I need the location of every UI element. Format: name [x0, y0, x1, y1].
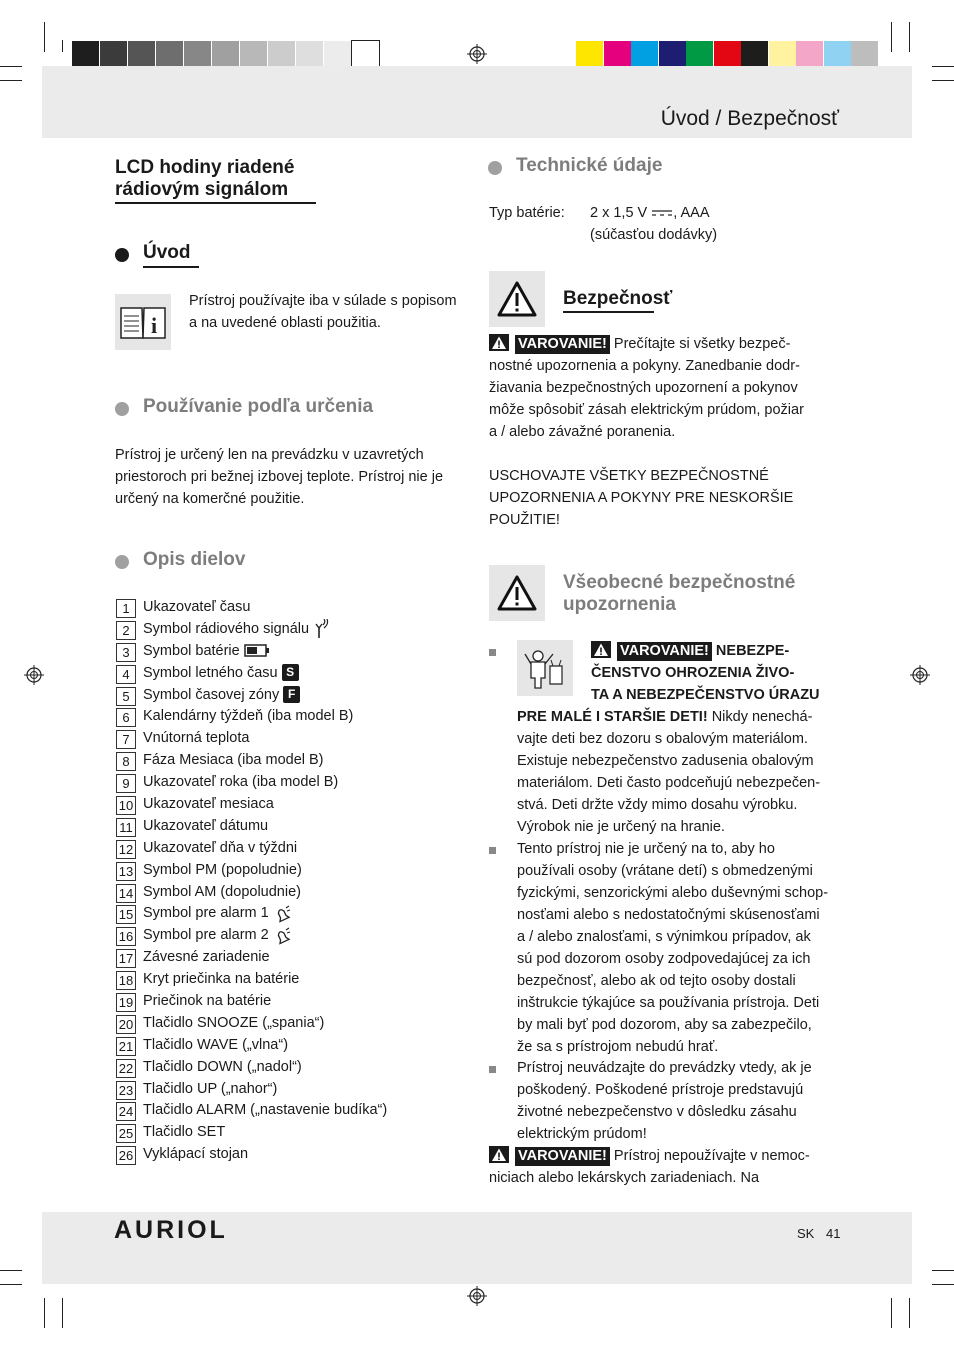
- part-label: Tlačidlo WAVE („vlna“): [143, 1036, 289, 1053]
- part-number: 24: [116, 1102, 136, 1121]
- part-label: Tlačidlo SNOOZE („spania“): [143, 1014, 325, 1031]
- time-zone-f-icon: F: [283, 686, 300, 703]
- keep-instructions-text: [489, 465, 793, 531]
- dc-current-icon: [651, 209, 673, 217]
- grey-swatch: [100, 41, 127, 69]
- text-line: materiálom. Deti často podceňujú nebezpečen-: [517, 775, 821, 791]
- footer-page-number: 41: [826, 1226, 841, 1241]
- text-line: Prístroj neuvádzajte do prevádzky vtedy, ak je: [517, 1060, 812, 1076]
- uvod-info-text: [189, 290, 457, 334]
- part-label: Tlačidlo DOWN („nadol“): [143, 1058, 302, 1075]
- part-label: Ukazovateľ mesiaca: [143, 796, 274, 813]
- text-line: vajte deti bez dozoru s obalovým materiálom.: [517, 731, 808, 747]
- warning-triangle-icon: [591, 641, 611, 658]
- text-line: Existuje nebezpečenstvo zadusenia obalovým: [517, 753, 814, 769]
- part-label: Ukazovateľ dátumu: [143, 817, 269, 834]
- battery-type-value: [590, 202, 717, 246]
- crop-mark: [0, 1284, 22, 1285]
- color-swatch: [851, 41, 878, 69]
- section-bullet: [115, 248, 129, 262]
- section-heading-pouzivanie: Používanie podľa určenia: [143, 396, 374, 417]
- part-number: 1: [116, 599, 136, 618]
- text-line: sú pod dozorom osoby zodpovedajúcej za ich: [517, 951, 811, 967]
- info-book-icon: [115, 294, 171, 350]
- part-number: 18: [116, 971, 136, 990]
- part-label: Vnútorná teplota: [143, 730, 250, 747]
- text-line: elektrickým prúdom!: [517, 1126, 647, 1142]
- section-heading-technicke: Technické údaje: [516, 155, 663, 176]
- crop-mark: [932, 1284, 954, 1285]
- text-line: poškodený. Poškodené prístroje predstavujú: [517, 1082, 804, 1098]
- section-heading-uvod: Úvod: [143, 242, 191, 263]
- text-line: Tento prístroj nie je určený na to, aby ho: [517, 841, 775, 857]
- bezpecnost-warning-text: [489, 333, 804, 443]
- part-number: 13: [116, 862, 136, 881]
- part-label: Symbol AM (dopoludnie): [143, 883, 301, 900]
- warning-label: VAROVANIE!: [617, 642, 712, 661]
- text-line: 2 x 1,5 V: [590, 205, 648, 221]
- part-label: Symbol letného času S: [143, 663, 299, 685]
- crop-mark: [44, 1298, 45, 1328]
- text-line: a na uvedené oblasti použitia.: [189, 315, 381, 331]
- svg-text:i: i: [150, 313, 158, 338]
- grey-swatch: [184, 41, 211, 69]
- summer-time-s-icon: S: [282, 664, 299, 681]
- part-number: 11: [116, 818, 136, 837]
- text-line: bezpečnosť, alebo ak od tejto osoby dostali: [517, 973, 796, 989]
- color-swatch: [659, 41, 686, 69]
- registration-mark-icon: [910, 665, 930, 685]
- crop-mark: [44, 22, 45, 52]
- crop-mark: [0, 1270, 22, 1271]
- text-line: USCHOVAJTE VŠETKY BEZPEČNOSTNÉ: [489, 468, 769, 484]
- pouzivanie-text: [115, 444, 443, 510]
- part-number: 4: [116, 665, 136, 684]
- footer-language: SK: [797, 1226, 815, 1241]
- grey-swatch: [240, 41, 267, 69]
- text-line: (súčasťou dodávky): [590, 227, 718, 243]
- list-bullet: [489, 1066, 496, 1073]
- grey-swatch: [324, 41, 351, 69]
- part-number: 14: [116, 884, 136, 903]
- text-line: stvá. Deti držte vždy mimo dosahu výrobku.: [517, 797, 798, 813]
- grey-swatch: [212, 41, 239, 69]
- part-label: Symbol rádiového signálu: [143, 619, 331, 641]
- color-swatch: [686, 41, 713, 69]
- document-title-line: rádiovým signálom: [115, 179, 289, 200]
- warning-label: VAROVANIE!: [515, 1147, 610, 1166]
- color-swatch: [576, 41, 603, 69]
- text-line: a / alebo závažné poranenia.: [489, 424, 676, 440]
- crop-mark: [932, 1270, 954, 1271]
- part-label: Ukazovateľ času: [143, 599, 251, 615]
- warning-triangle-icon: [489, 1146, 509, 1163]
- warning-label: VAROVANIE!: [515, 335, 610, 354]
- text-line: TA A NEBEZPEČENSTVO ÚRAZU: [591, 687, 820, 703]
- crop-mark: [0, 66, 22, 67]
- heading-line: Všeobecné bezpečnostné: [563, 572, 796, 593]
- section-heading-bezpecnost: Bezpečnosť: [563, 288, 673, 309]
- text-line: NEBEZPE-: [715, 643, 790, 659]
- part-number: 12: [116, 840, 136, 859]
- alarm-bell-icon: [273, 927, 291, 945]
- heading-underline: [563, 311, 654, 313]
- crop-mark: [932, 80, 954, 81]
- grey-swatch: [352, 41, 379, 69]
- part-number: 6: [116, 708, 136, 727]
- text-line: nostné upozornenia a pokyny. Zanedbanie dodr-: [489, 358, 800, 374]
- damaged-device-text: [517, 1057, 812, 1145]
- registration-mark-icon: [24, 665, 44, 685]
- part-number: 10: [116, 796, 136, 815]
- part-number: 17: [116, 949, 136, 968]
- child-warning-heading: [591, 640, 820, 706]
- crop-mark: [891, 22, 892, 52]
- registration-mark-icon: [467, 1286, 487, 1306]
- text-line: by mali byť pod dozorom, aby sa zabezpečilo,: [517, 1017, 812, 1033]
- text-line: , AAA: [673, 205, 710, 221]
- color-swatch: [714, 41, 741, 69]
- text-line: že sa s prístrojom nebudú hrať.: [517, 1039, 719, 1055]
- text-line: inštrukcie týkajúce sa používania prístroja. Deti: [517, 995, 820, 1011]
- color-swatch: [769, 41, 796, 69]
- section-bullet: [488, 161, 502, 175]
- part-number: 23: [116, 1081, 136, 1100]
- persons-warning-text: [517, 838, 828, 1058]
- radio-signal-icon: [313, 619, 331, 639]
- text-line: nosťami alebo s nedostatočnými skúsenosťami: [517, 907, 820, 923]
- text-line: POUŽITIE!: [489, 512, 560, 528]
- part-label: Závesné zariadenie: [143, 949, 270, 966]
- text-line: Prečítajte si všetky bezpeč-: [613, 336, 791, 352]
- part-label: Ukazovateľ dňa v týždni: [143, 839, 298, 856]
- part-label: Tlačidlo ALARM („nastavenie budíka“): [143, 1102, 388, 1119]
- part-label: Tlačidlo SET: [143, 1124, 226, 1141]
- text-line: a / alebo znalosťami, s výnimkou prípadov, ak: [517, 929, 811, 945]
- part-label: Symbol PM (popoludnie): [143, 861, 302, 878]
- page-header-title: Úvod / Bezpečnosť: [660, 107, 839, 130]
- text-line: priestoroch pri bežnej izbovej teplote. Prístroj nie je: [115, 469, 444, 485]
- text-line: Výrobok nie je určený na hranie.: [517, 819, 725, 835]
- registration-mark-icon: [467, 44, 487, 64]
- part-number: 26: [116, 1146, 136, 1165]
- text-line: ČENSTVO OHROZENIA ŽIVO-: [591, 665, 795, 681]
- crop-mark: [62, 40, 63, 52]
- child-warning-text: [517, 706, 820, 838]
- text-line: PRE MALÉ I STARŠIE DETI!: [517, 709, 708, 725]
- section-heading-opis: Opis dielov: [143, 549, 246, 570]
- list-bullet: [489, 649, 496, 656]
- crop-mark: [62, 1298, 63, 1328]
- section-bullet: [115, 555, 129, 569]
- color-swatch: [604, 41, 631, 69]
- grey-swatch: [128, 41, 155, 69]
- part-number: 16: [116, 927, 136, 946]
- color-swatch: [824, 41, 851, 69]
- part-number: 15: [116, 905, 136, 924]
- color-swatch: [631, 41, 658, 69]
- heading-line: upozornenia: [563, 594, 676, 615]
- section-bullet: [115, 402, 129, 416]
- part-number: 8: [116, 752, 136, 771]
- text-line: niciach alebo lekárskych zariadeniach. Na: [489, 1170, 760, 1186]
- grey-swatch: [72, 41, 99, 69]
- part-label: Symbol časovej zóny F: [143, 685, 300, 707]
- warning-triangle-icon: [489, 334, 509, 351]
- text-line: fyzickými, senzorickými alebo duševnými schop-: [517, 885, 829, 901]
- part-label: Ukazovateľ roka (iba model B): [143, 774, 339, 791]
- crop-mark: [909, 1298, 910, 1328]
- text-line: UPOZORNENIA A POKYNY PRE NESKORŠIE: [489, 490, 794, 506]
- child-safety-icon: [517, 640, 573, 696]
- crop-mark: [932, 66, 954, 67]
- battery-type-label: Typ batérie:: [489, 205, 565, 221]
- warning-triangle-icon: [489, 565, 545, 621]
- part-number: 22: [116, 1059, 136, 1078]
- grey-swatch: [296, 41, 323, 69]
- battery-icon: [244, 644, 270, 657]
- hospital-warning-text: [489, 1145, 810, 1189]
- part-label: Kalendárny týždeň (iba model B): [143, 708, 354, 725]
- list-bullet: [489, 847, 496, 854]
- text-line: používali osoby (vrátane detí) s obmedzenými: [517, 863, 813, 879]
- part-label: Vyklápací stojan: [143, 1146, 249, 1163]
- section-heading-vseobecne: [563, 572, 795, 616]
- part-number: 3: [116, 643, 136, 662]
- text-line: Prístroj je určený len na prevádzku v uzavretých: [115, 447, 424, 463]
- part-label: Kryt priečinka na batérie: [143, 971, 300, 988]
- color-swatch: [796, 41, 823, 69]
- part-number: 21: [116, 1037, 136, 1056]
- part-number: 7: [116, 730, 136, 749]
- text-line: určený na komerčné použitie.: [115, 491, 305, 507]
- warning-triangle-icon: [489, 271, 545, 327]
- grey-swatch: [156, 41, 183, 69]
- crop-mark: [891, 1298, 892, 1328]
- document-title: [115, 157, 294, 201]
- title-underline: [115, 202, 316, 204]
- text-line: Prístroj nepoužívajte v nemoc-: [613, 1148, 810, 1164]
- text-line: Prístroj používajte iba v súlade s popisom: [189, 293, 457, 309]
- part-number: 25: [116, 1124, 136, 1143]
- part-label: Symbol batérie: [143, 641, 270, 663]
- part-label: Tlačidlo UP („nahor“): [143, 1080, 278, 1097]
- part-number: 19: [116, 993, 136, 1012]
- text-line: žiavania bezpečnostných upozornení a pokynov: [489, 380, 798, 396]
- text-line: Nikdy nenechá-: [707, 709, 813, 725]
- grey-swatch: [268, 41, 295, 69]
- part-number: 9: [116, 774, 136, 793]
- part-number: 20: [116, 1015, 136, 1034]
- part-label: Priečinok na batérie: [143, 993, 272, 1010]
- color-swatch: [741, 41, 768, 69]
- alarm-bell-icon: [273, 905, 291, 923]
- part-label: Symbol pre alarm 1: [143, 903, 291, 925]
- part-label: Symbol pre alarm 2: [143, 925, 291, 947]
- text-line: môže spôsobiť zásah elektrickým prúdom, požiar: [489, 402, 804, 418]
- crop-mark: [909, 22, 910, 52]
- auriol-logo: AURIOL: [114, 1216, 228, 1244]
- crop-mark: [0, 80, 22, 81]
- part-number: 5: [116, 687, 136, 706]
- part-label: Fáza Mesiaca (iba model B): [143, 752, 324, 769]
- document-title-line: LCD hodiny riadené: [115, 157, 295, 178]
- heading-underline: [143, 266, 199, 268]
- text-line: životné nebezpečenstvo v dôsledku zásahu: [517, 1104, 797, 1120]
- part-number: 2: [116, 621, 136, 640]
